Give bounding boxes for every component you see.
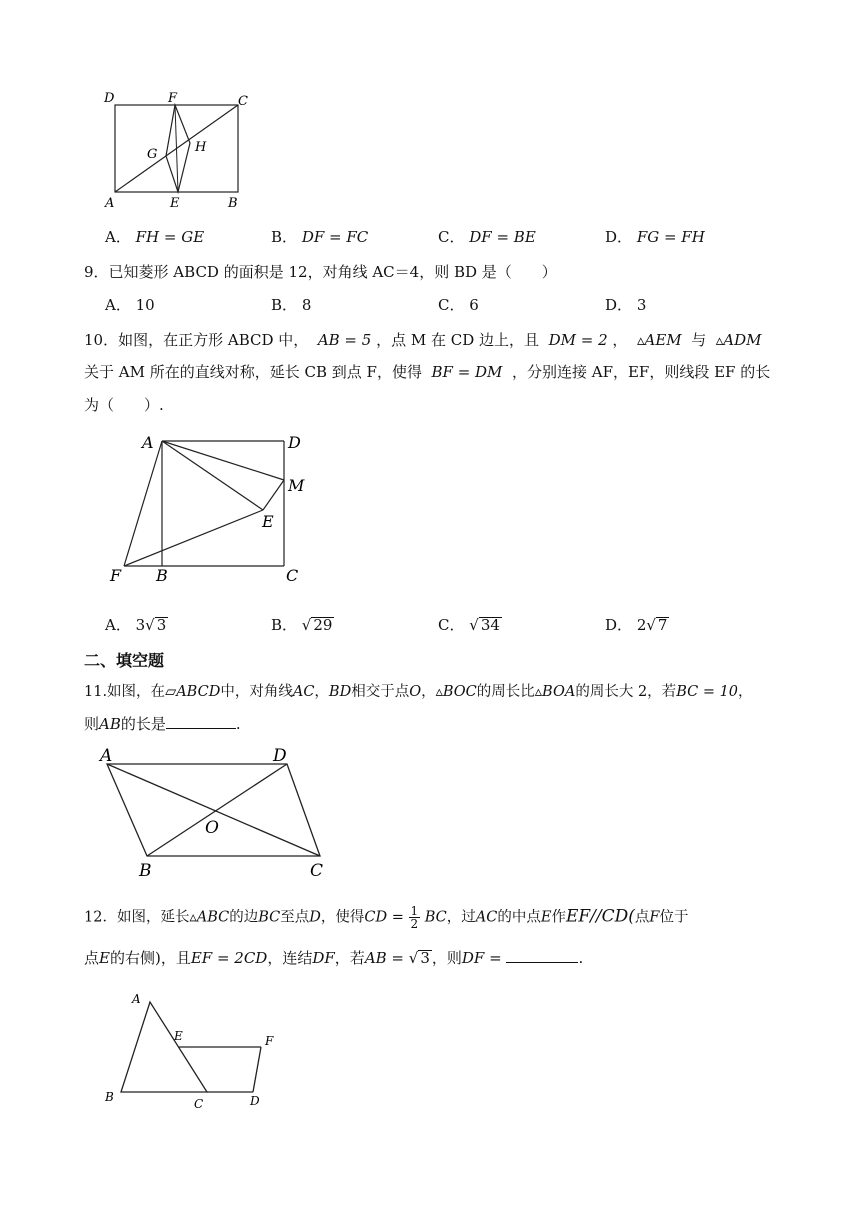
figure-q10 [100, 428, 320, 588]
q10-line2: 关于 AM 所在的直线对称，延长 CB 到点 F，使得 BF = DM ，分别连接 AF，EF，则线段 EF 的长 [84, 363, 771, 381]
label-E: E [174, 1029, 183, 1043]
label-E: E [262, 512, 274, 531]
label-A: A [142, 433, 154, 452]
label-D: D [250, 1094, 260, 1108]
q8-option-d[interactable]: D． FG = FH [605, 228, 705, 246]
label-C: C [194, 1097, 204, 1111]
label-A: A [132, 992, 141, 1006]
label-C: C [310, 861, 324, 881]
fraction-half: $\frac{1}{2}$ [410, 904, 419, 931]
q11-answer-blank[interactable] [166, 714, 236, 729]
label-A: A [105, 196, 115, 211]
label-G: G [147, 147, 158, 162]
label-D: D [288, 433, 301, 452]
q9-option-a[interactable]: A． 10 [105, 296, 155, 314]
q8-option-b[interactable]: B． DF = FC [271, 228, 369, 246]
q9-option-d[interactable]: D． 3 [605, 296, 647, 314]
q10-option-c[interactable]: C． √ 34 [438, 616, 500, 634]
q10-option-a[interactable]: A． 3√ 3 [105, 616, 167, 634]
q12-line1: 12．如图，延长▵ABC的边BC至点D，使得CD = $\frac{1}{2}$ BC，过AC的中点E作EF//CD(点F位于 [84, 904, 689, 931]
q10-line3: 为（ ）. [84, 396, 164, 414]
label-A: A [100, 746, 113, 766]
figure-q8 [100, 88, 260, 213]
label-B: B [139, 861, 152, 881]
label-D: D [104, 91, 115, 106]
label-F: F [265, 1034, 274, 1048]
q11-line1: 11.如图，在▱ABCD中，对角线AC，BD相交于点O，▵BOC的周长比▵BOA的周长大 2，若BC = 10， [84, 684, 753, 700]
q11-line2: 则AB的长是 . [84, 715, 241, 733]
label-B: B [156, 566, 168, 585]
section-heading: 二、填空题 [84, 651, 165, 670]
label-F: F [110, 566, 122, 585]
label-B: B [228, 196, 238, 211]
label-C: C [238, 94, 248, 109]
label-B: B [105, 1090, 114, 1104]
q8-option-a[interactable]: A． FH = GE [105, 228, 205, 246]
label-E: E [170, 196, 180, 211]
q10-line1: 10．如图，在正方形 ABCD 中， AB = 5 ，点 M 在 CD 边上，且 DM = 2 ， ▵AEM 与 ▵ADM [84, 331, 762, 349]
label-H: H [195, 140, 207, 155]
figure-q11 [95, 742, 335, 882]
label-D: D [273, 746, 287, 766]
label-F: F [168, 91, 178, 106]
q12-answer-blank[interactable] [506, 948, 578, 963]
label-O: O [205, 818, 219, 838]
q9-option-b[interactable]: B． 8 [271, 296, 312, 314]
q8-option-c[interactable]: C． DF = BE [438, 228, 536, 246]
q10-option-b[interactable]: B． √ 29 [271, 616, 333, 634]
label-M: M [288, 476, 305, 495]
figure-q12 [95, 988, 295, 1113]
q9-option-c[interactable]: C． 6 [438, 296, 479, 314]
q10-option-d[interactable]: D． 2√ 7 [605, 616, 668, 634]
label-C: C [286, 566, 299, 585]
q12-line2: 点E的右侧)，且EF = 2CD，连结DF，若AB = √ 3 ，则DF = . [84, 949, 584, 967]
q9-text: 9．已知菱形 ABCD 的面积是 12，对角线 AC＝4，则 BD 是（ ） [84, 263, 557, 281]
